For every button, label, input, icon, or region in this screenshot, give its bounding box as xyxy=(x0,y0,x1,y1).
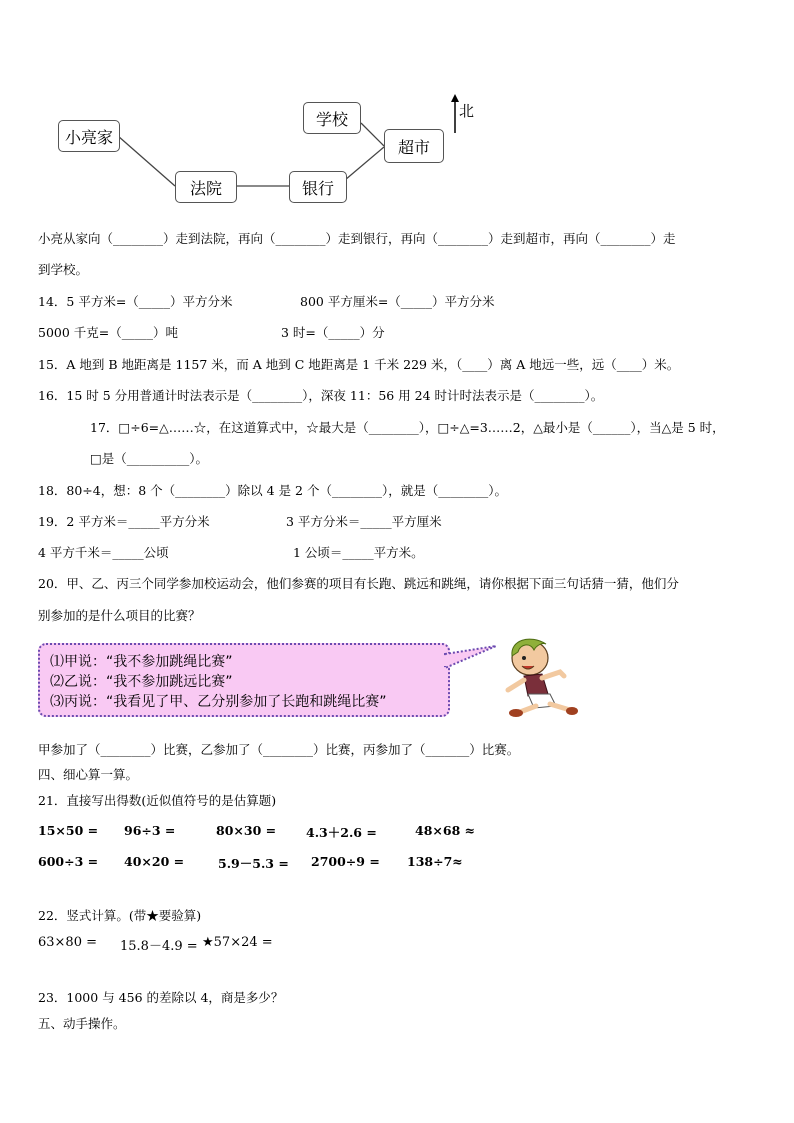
q15: 15．A 地到 B 地距离是 1157 米，而 A 地到 C 地距离是 1 千米 229 米，（____）离 A 地远一些，远（____）米。 xyxy=(38,357,680,372)
q20-answer: 甲参加了（________）比赛，乙参加了（________）比赛，丙参加了（_______）比赛。 xyxy=(38,742,520,757)
node-market: 超市 xyxy=(384,129,444,163)
q14-c: 5000 千克=（_____）吨 xyxy=(38,325,179,340)
map-diagram xyxy=(0,0,794,215)
q16: 16．15 时 5 分用普通计时法表示是（________），深夜 11：56 用 24 时计时法表示是（________）。 xyxy=(38,388,604,403)
q22-item-2: 15.8－4.9 = xyxy=(120,939,198,954)
q21-r2-c3: 5.9－5.3 = xyxy=(218,856,289,871)
q19-d: 1 公顷＝_____平方米。 xyxy=(293,545,424,560)
q19-b: 3 平方分米＝_____平方厘米 xyxy=(286,514,442,529)
speech-line-1: ⑴甲说：“我不参加跳绳比赛” xyxy=(50,654,233,670)
q19-a: 19．2 平方米＝_____平方分米 xyxy=(38,514,210,529)
q21-r2-c1: 600÷3 = xyxy=(38,854,99,869)
node-home: 小亮家 xyxy=(58,120,120,152)
north-label: 北 xyxy=(459,102,475,120)
section-5-heading: 五、动手操作。 xyxy=(38,1016,126,1031)
section-4-heading: 四、细心算一算。 xyxy=(38,767,139,782)
q19-c: 4 平方千米＝_____公顷 xyxy=(38,545,169,560)
q23: 23．1000 与 456 的差除以 4，商是多少？ xyxy=(38,990,284,1005)
q22-item-1: 63×80 = xyxy=(38,935,98,950)
q14-d: 3 时=（_____）分 xyxy=(281,325,385,340)
q21-r1-c3: 80×30 = xyxy=(216,823,277,838)
q22-title: 22．竖式计算。(带★要验算) xyxy=(38,908,202,923)
q21-r1-c5: 48×68 ≈ xyxy=(415,823,476,838)
node-court: 法院 xyxy=(175,171,237,203)
q17-line2: □是（__________）。 xyxy=(90,451,209,466)
q21-r2-c4: 2700÷9 = xyxy=(311,854,380,869)
speech-callout xyxy=(38,643,450,717)
q21-title: 21．直接写出得数(近似值符号的是估算题) xyxy=(38,793,277,808)
q21-r1-c4: 4.3＋2.6 = xyxy=(306,825,377,840)
q13-line2: 到学校。 xyxy=(38,262,89,277)
node-bank: 银行 xyxy=(289,171,347,203)
q20-line1: 20．甲、乙、丙三个同学参加校运动会，他们参赛的项目有长跑、跳远和跳绳，请你根据下面三句话猜一猜，他们分 xyxy=(38,576,679,591)
q21-r2-c5: 138÷7≈ xyxy=(407,854,463,869)
node-school: 学校 xyxy=(303,102,361,134)
speech-line-2: ⑵乙说：“我不参加跳远比赛” xyxy=(50,674,233,690)
q17-line1: 17．□÷6=△……☆，在这道算式中，☆最大是（________），□÷△=3……2，△最小是（______），当△是 5 时， xyxy=(90,420,725,435)
q21-r1-c2: 96÷3 = xyxy=(124,823,176,838)
speech-line-3: ⑶丙说：“我看见了甲、乙分别参加了长跑和跳绳比赛” xyxy=(50,694,387,710)
q21-r2-c2: 40×20 = xyxy=(124,854,185,869)
running-boy-illustration xyxy=(490,632,580,720)
q13-line1: 小亮从家向（________）走到法院，再向（________）走到银行，再向（________）走到超市，再向（________）走 xyxy=(38,231,676,246)
q14-b: 800 平方厘米=（_____）平方分米 xyxy=(300,294,495,309)
q21-r1-c1: 15×50 = xyxy=(38,823,99,838)
q18: 18．80÷4，想：8 个（________）除以 4 是 2 个（________），就是（________）。 xyxy=(38,483,507,498)
q20-line2: 别参加的是什么项目的比赛？ xyxy=(38,608,201,623)
q14-a: 14．5 平方米=（_____）平方分米 xyxy=(38,294,233,309)
q22-item-3: ★57×24 = xyxy=(202,935,273,950)
